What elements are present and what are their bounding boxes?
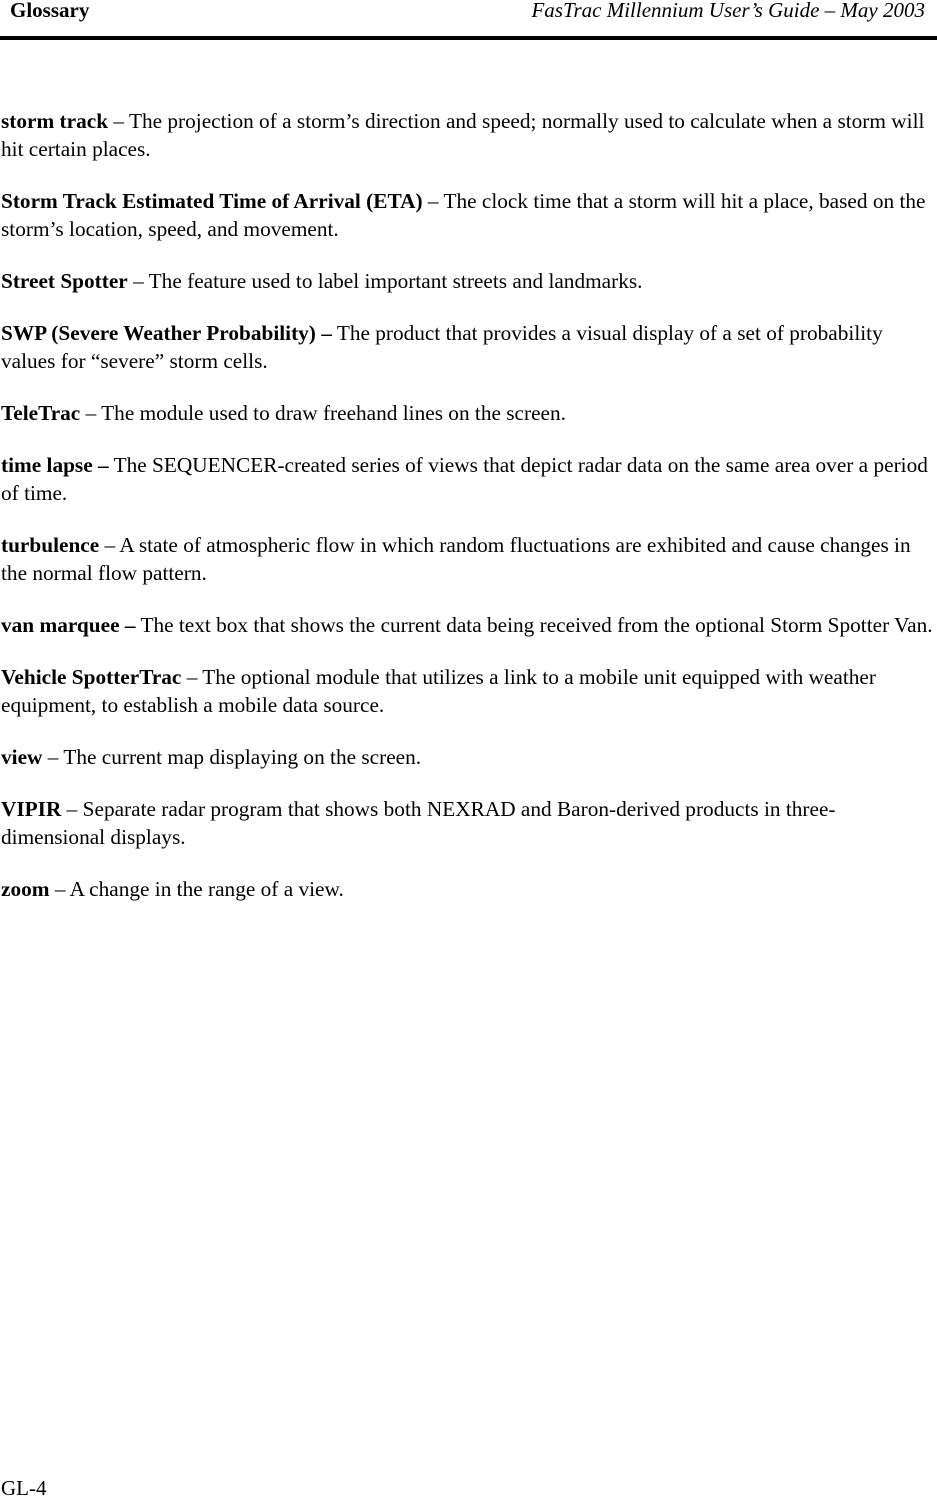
glossary-entry: [1, 399, 937, 427]
entry-term: Storm Track Estimated Time of Arrival (ETA): [1, 189, 423, 213]
entry-term: Street Spotter: [1, 269, 128, 293]
glossary-entry: [1, 319, 937, 375]
glossary-entry: [1, 875, 937, 903]
entry-term: Vehicle SpotterTrac: [1, 665, 182, 689]
entry-term: VIPIR: [1, 797, 62, 821]
entry-definition: – The optional module that utilizes a link to a mobile unit equipped with weather equipment, to establish a mobile data source.: [1, 665, 876, 717]
document-title: FasTrac Millennium User’s Guide – May 2003: [531, 0, 925, 22]
entry-definition: – The clock time that a storm will hit a place, based on the storm’s location, speed, and movement.: [1, 189, 926, 241]
glossary-entry: [1, 267, 937, 295]
entry-term: TeleTrac: [1, 401, 81, 425]
entry-term: view: [1, 745, 43, 769]
entry-term: turbulence: [1, 533, 100, 557]
entry-definition: The text box that shows the current data being received from the optional Storm Spotter Van.: [135, 613, 933, 637]
glossary-entry: [1, 663, 937, 719]
entry-term: van marquee –: [1, 613, 136, 637]
glossary-entry: [1, 611, 937, 639]
page-number: GL-4: [1, 1476, 47, 1500]
entry-definition: The SEQUENCER-created series of views that depict radar data on the same area over a period of time.: [1, 453, 928, 505]
glossary-entry: [1, 743, 937, 771]
entry-term: storm track: [1, 109, 109, 133]
glossary-entry: [1, 451, 937, 507]
glossary-entry: [1, 187, 937, 243]
page-header: [0, 0, 937, 40]
entry-definition: – A change in the range of a view.: [49, 877, 344, 901]
entry-term: time lapse –: [1, 453, 109, 477]
entry-definition: – The projection of a storm’s direction and speed; normally used to calculate when a storm will hit certain places.: [1, 109, 925, 161]
glossary-entry: [1, 795, 937, 851]
entry-definition: – The current map displaying on the screen.: [42, 745, 422, 769]
entry-definition: – Separate radar program that shows both NEXRAD and Baron-derived products in three-dimensional displays.: [1, 797, 836, 849]
entry-definition: – The feature used to label important streets and landmarks.: [127, 269, 643, 293]
glossary-entry: [1, 531, 937, 587]
entry-definition: – A state of atmospheric flow in which random fluctuations are exhibited and cause changes in the normal flow pattern.: [1, 533, 911, 585]
entry-definition: The product that provides a visual display of a set of probability values for “severe” storm cells.: [1, 321, 883, 373]
section-title: Glossary: [10, 0, 90, 22]
entry-term: zoom: [1, 877, 50, 901]
entry-term: SWP (Severe Weather Probability) –: [1, 321, 332, 345]
glossary-entry: [1, 107, 937, 163]
entry-definition: – The module used to draw freehand lines on the screen.: [80, 401, 566, 425]
glossary-list: [1, 107, 937, 927]
